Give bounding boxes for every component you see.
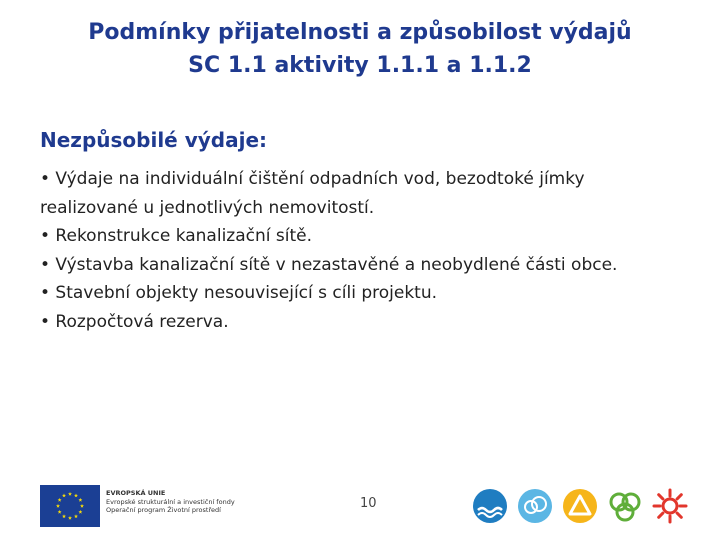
programme-icons <box>472 488 692 528</box>
eu-funds-line: Evropské strukturální a investiční fondy <box>106 497 235 506</box>
slide-title-line-1: Podmínky přijatelnosti a způsobilost výdajů <box>88 20 632 45</box>
slide-title <box>0 16 720 82</box>
bullet-item: • Rozpočtová rezerva. <box>40 311 229 332</box>
bullet-item: • Výstavba kanalizační sítě v nezastavěné a neobydlené části obce. <box>40 254 618 275</box>
eu-flag-icon <box>40 485 100 527</box>
eu-funding-logo <box>40 485 280 527</box>
eu-logo-text <box>106 489 235 515</box>
bullet-item: • Rekonstrukce kanalizační sítě. <box>40 226 312 246</box>
section-heading: Nezpůsobilé výdaje: <box>40 128 268 152</box>
cloud-icon <box>517 488 553 524</box>
triangle-icon <box>562 488 598 524</box>
bullet-list <box>40 165 680 336</box>
slide-title-line-2: SC 1.1 aktivity 1.1.1 a 1.1.2 <box>188 53 532 78</box>
bullet-item: • Výdaje na individuální čištění odpadních vod, bezodtoké jímky realizované u jednotlivých nemovitostí. <box>40 169 585 218</box>
tree-icon <box>607 488 643 524</box>
eu-name: EVROPSKÁ UNIE <box>106 489 166 497</box>
water-drop-icon <box>472 488 508 524</box>
bullet-item: • Stavební objekty nesouvisející s cíli projektu. <box>40 283 438 303</box>
operational-programme-line: Operační program Životní prostředí <box>106 506 221 514</box>
sun-icon <box>652 488 688 524</box>
page-number: 10 <box>360 496 377 511</box>
